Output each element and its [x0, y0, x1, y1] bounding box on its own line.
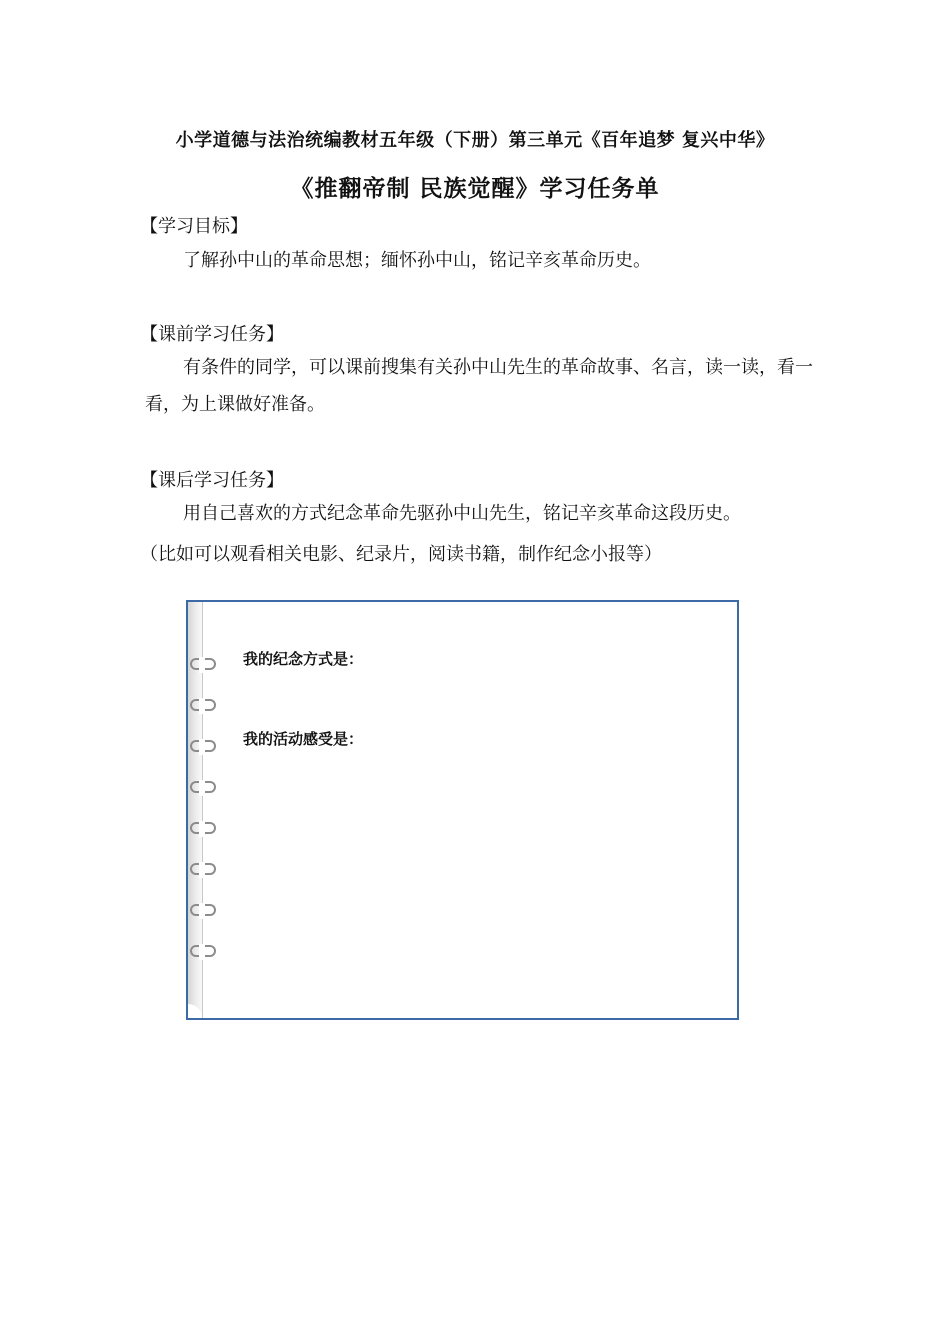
- binder-ring-icon: [190, 699, 218, 713]
- document-title: 《推翻帝制 民族觉醒》学习任务单: [290, 176, 660, 202]
- binder-ring-icon: [190, 740, 218, 754]
- section-heading-pre-class: 【课前学习任务】: [140, 324, 284, 345]
- binder-ring-icon: [190, 658, 218, 672]
- section-heading-post-class: 【课后学习任务】: [140, 470, 284, 491]
- document-subtitle: 小学道德与法治统编教材五年级（下册）第三单元《百年追梦 复兴中华》: [175, 130, 775, 151]
- binder-ring-icon: [190, 822, 218, 836]
- binder-ring-icon: [190, 863, 218, 877]
- section-body-goals: 了解孙中山的革命思想；缅怀孙中山，铭记辛亥革命历史。: [183, 250, 651, 271]
- section-heading-goals: 【学习目标】: [140, 216, 248, 237]
- label-activity-feeling: 我的活动感受是：: [243, 730, 364, 748]
- binder-ring-icon: [190, 781, 218, 795]
- binder-ring-icon: [190, 945, 218, 959]
- binder-ring-icon: [190, 904, 218, 918]
- section-body-pre-class: 有条件的同学，可以课前搜集有关孙中山先生的革命故事、名言，读一读，看一看，为上课做好准备。: [145, 357, 813, 415]
- section-note-post-class: （比如可以观看相关电影、纪录片，阅读书籍，制作纪念小报等）: [140, 544, 662, 565]
- notebook-answer-box: [186, 600, 739, 1020]
- label-commemoration-method: 我的纪念方式是：: [243, 650, 364, 668]
- section-body-post-class: 用自己喜欢的方式纪念革命先驱孙中山先生，铭记辛亥革命这段历史。: [183, 503, 741, 524]
